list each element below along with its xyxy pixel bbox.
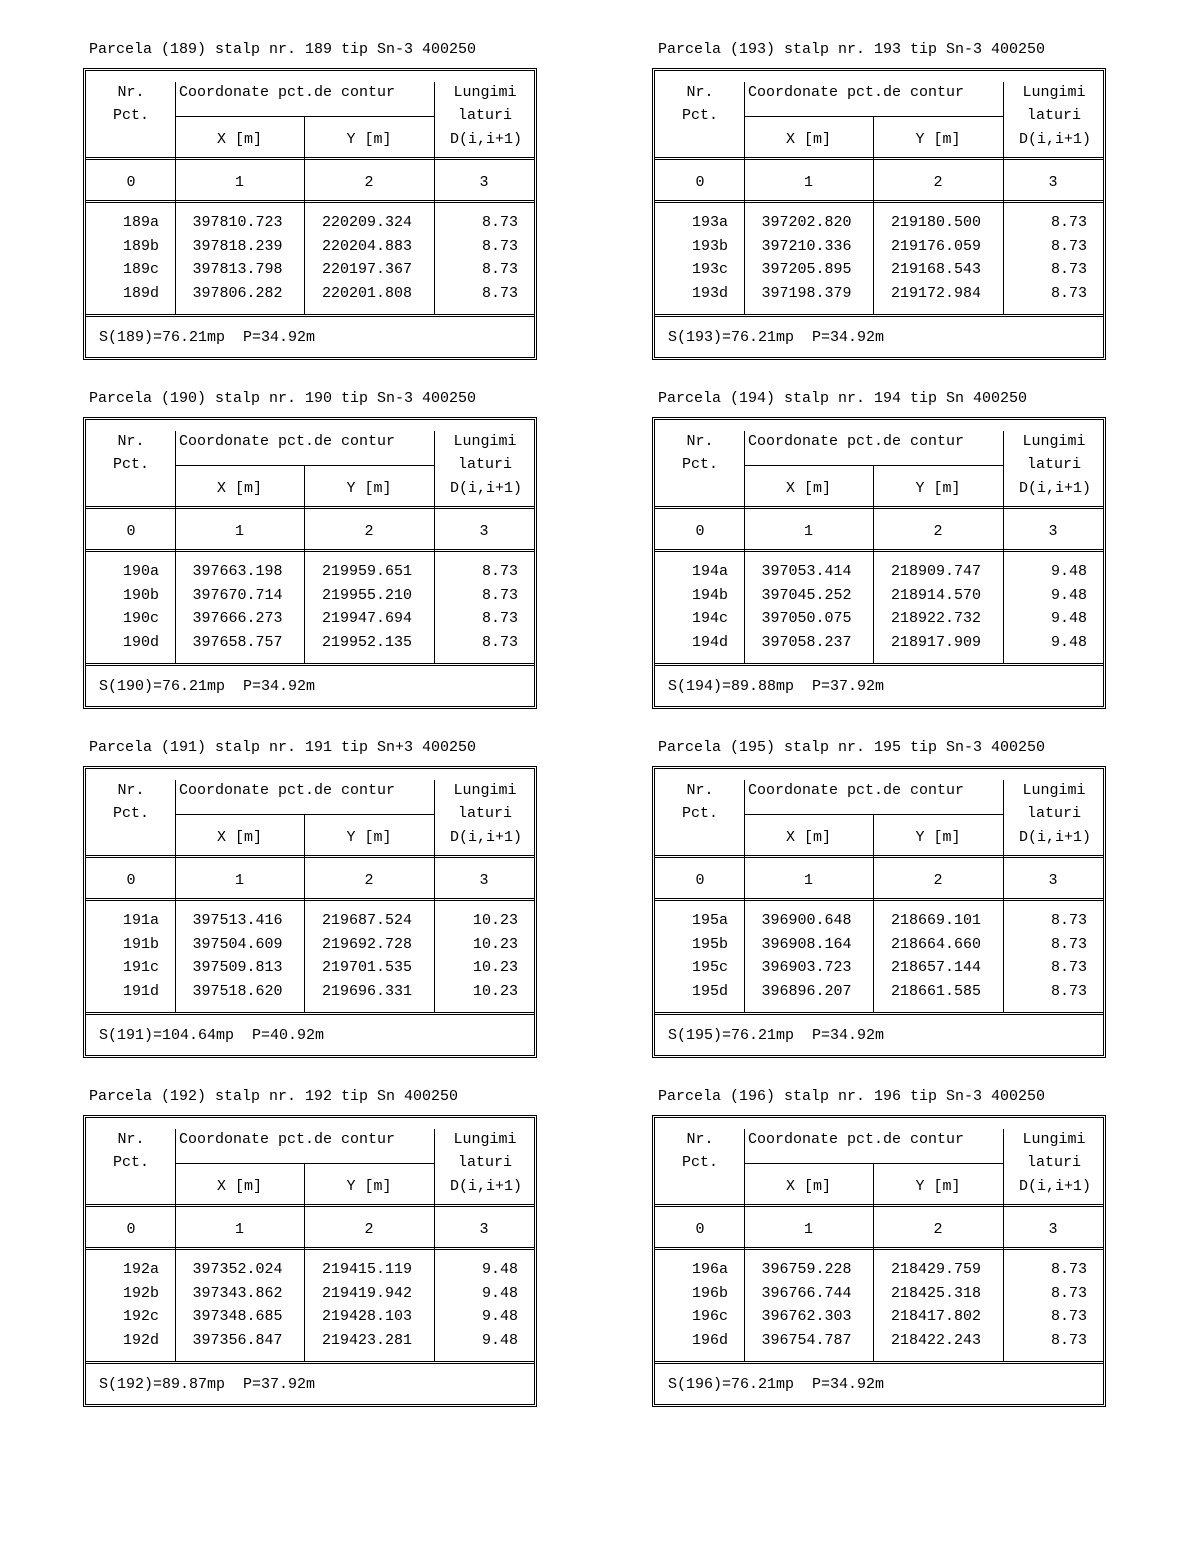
y-coordinate: 218669.101 [890,912,981,929]
laturi-header: laturi [1026,1154,1081,1171]
index-rule [85,898,535,901]
summary-rule [85,663,535,666]
point-id: 195b [691,936,728,953]
point-id: 192a [122,1261,159,1278]
nr-header: Nr. [686,782,714,799]
col-index-2: 2 [364,174,374,191]
x-coordinate: 397663.198 [192,563,283,580]
col-index-1: 1 [803,523,813,540]
summary-rule [654,314,1104,317]
area-perimeter-summary: S(189)=76.21mp P=34.92m [99,329,316,346]
x-coordinate: 397504.609 [192,936,283,953]
side-length: 8.73 [481,214,518,231]
y-coordinate: 218664.660 [890,936,981,953]
x-coordinate: 397352.024 [192,1261,283,1278]
x-coordinate: 396908.164 [761,936,852,953]
x-coordinate: 396900.648 [761,912,852,929]
laturi-header: laturi [457,805,512,822]
parcel-table [83,739,537,1058]
x-coordinate: 396762.303 [761,1308,852,1325]
parcel-title: Parcela (194) stalp nr. 194 tip Sn 400250 [658,390,1028,407]
pct-header: Pct. [681,1154,718,1171]
side-length: 10.23 [472,959,518,976]
laturi-header: laturi [457,107,512,124]
x-coordinate: 397205.895 [761,261,852,278]
area-perimeter-summary: S(195)=76.21mp P=34.92m [668,1027,885,1044]
y-coordinate: 219168.543 [890,261,981,278]
point-id: 192d [122,1332,159,1349]
y-coordinate: 219952.135 [321,634,412,651]
x-header: X [m] [785,829,831,846]
y-coordinate: 218922.732 [890,610,981,627]
point-id: 189c [122,261,159,278]
x-coordinate: 397813.798 [192,261,283,278]
col-divider-1 [175,780,176,1013]
col-index-0: 0 [695,872,705,889]
side-length: 8.73 [481,238,518,255]
lungimi-header: Lungimi [453,782,517,799]
y-coordinate: 218417.802 [890,1308,981,1325]
pct-header: Pct. [112,1154,149,1171]
x-coordinate: 396766.744 [761,1285,852,1302]
side-length: 8.73 [481,587,518,604]
side-length: 8.73 [1050,285,1087,302]
col-index-3: 3 [1048,872,1058,889]
summary-rule [654,663,1104,666]
x-coordinate: 397513.416 [192,912,283,929]
x-coordinate: 397045.252 [761,587,852,604]
side-length: 8.73 [1050,1308,1087,1325]
col-divider-1 [175,431,176,664]
col-index-0: 0 [126,1221,136,1238]
pct-header: Pct. [112,107,149,124]
col-divider-1 [744,431,745,664]
col-divider-3 [434,82,435,315]
side-length: 9.48 [1050,563,1087,580]
point-id: 190a [122,563,159,580]
lungimi-header: Lungimi [1022,1131,1086,1148]
col-divider-1 [744,1129,745,1362]
laturi-header: laturi [457,456,512,473]
summary-rule [654,1361,1104,1364]
d-header: D(i,i+1) [449,829,522,846]
parcel-title: Parcela (195) stalp nr. 195 tip Sn-3 400250 [658,739,1046,756]
side-length: 10.23 [472,983,518,1000]
point-id: 195d [691,983,728,1000]
col-divider-1 [744,780,745,1013]
d-header: D(i,i+1) [1018,480,1091,497]
parcel-table [83,390,537,709]
table-frame [83,1115,537,1407]
table-frame [652,417,1106,709]
d-header: D(i,i+1) [1018,829,1091,846]
y-coordinate: 218914.570 [890,587,981,604]
col-index-1: 1 [234,174,244,191]
point-id: 193b [691,238,728,255]
point-id: 190b [122,587,159,604]
summary-rule [85,1361,535,1364]
col-index-0: 0 [126,174,136,191]
col-index-1: 1 [803,1221,813,1238]
coord-header: Coordonate pct.de contur [748,1131,965,1148]
side-length: 9.48 [1050,610,1087,627]
side-length: 9.48 [481,1308,518,1325]
area-perimeter-summary: S(190)=76.21mp P=34.92m [99,678,316,695]
header-rule [654,1204,1104,1207]
point-id: 196d [691,1332,728,1349]
d-header: D(i,i+1) [449,131,522,148]
point-id: 193a [691,214,728,231]
col-index-2: 2 [364,523,374,540]
side-length: 8.73 [1050,936,1087,953]
x-coordinate: 397198.379 [761,285,852,302]
col-index-1: 1 [234,872,244,889]
parcel-table [652,41,1106,360]
table-frame [83,68,537,360]
col-divider-3 [1003,1129,1004,1362]
lungimi-header: Lungimi [453,433,517,450]
side-length: 9.48 [481,1285,518,1302]
point-id: 189d [122,285,159,302]
x-coordinate: 397343.862 [192,1285,283,1302]
col-index-3: 3 [1048,174,1058,191]
y-header: Y [m] [915,131,961,148]
y-coordinate: 219947.694 [321,610,412,627]
x-coordinate: 396903.723 [761,959,852,976]
point-id: 193c [691,261,728,278]
side-length: 8.73 [1050,1332,1087,1349]
header-rule [654,506,1104,509]
coord-header: Coordonate pct.de contur [179,433,396,450]
y-coordinate: 218661.585 [890,983,981,1000]
col-divider-3 [1003,82,1004,315]
x-header: X [m] [785,1178,831,1195]
x-coordinate: 397058.237 [761,634,852,651]
parcel-title: Parcela (191) stalp nr. 191 tip Sn+3 400250 [89,739,477,756]
x-coordinate: 396896.207 [761,983,852,1000]
y-coordinate: 220209.324 [321,214,412,231]
x-coordinate: 397806.282 [192,285,283,302]
col-divider-3 [434,431,435,664]
y-coordinate: 219428.103 [321,1308,412,1325]
col-index-2: 2 [364,872,374,889]
col-divider-1 [175,1129,176,1362]
col-index-3: 3 [479,523,489,540]
col-index-0: 0 [695,174,705,191]
col-index-2: 2 [933,872,943,889]
header-rule [654,855,1104,858]
nr-header: Nr. [117,782,145,799]
side-length: 10.23 [472,912,518,929]
point-id: 196a [691,1261,728,1278]
side-length: 8.73 [481,563,518,580]
x-coordinate: 397810.723 [192,214,283,231]
point-id: 190c [122,610,159,627]
side-length: 9.48 [481,1332,518,1349]
area-perimeter-summary: S(194)=89.88mp P=37.92m [668,678,885,695]
side-length: 9.48 [1050,587,1087,604]
table-frame [83,417,537,709]
point-id: 189a [122,214,159,231]
lungimi-header: Lungimi [1022,782,1086,799]
d-header: D(i,i+1) [1018,131,1091,148]
side-length: 8.73 [1050,912,1087,929]
nr-header: Nr. [686,433,714,450]
side-length: 8.73 [481,285,518,302]
table-frame [652,1115,1106,1407]
index-rule [85,200,535,203]
index-rule [654,1247,1104,1250]
y-coordinate: 219701.535 [321,959,412,976]
y-header: Y [m] [346,480,392,497]
col-divider-3 [1003,431,1004,664]
pct-header: Pct. [112,805,149,822]
parcel-title: Parcela (193) stalp nr. 193 tip Sn-3 400250 [658,41,1046,58]
col-index-3: 3 [479,872,489,889]
pct-header: Pct. [681,805,718,822]
col-index-2: 2 [933,174,943,191]
point-id: 189b [122,238,159,255]
y-coordinate: 218917.909 [890,634,981,651]
header-rule [654,157,1104,160]
y-coordinate: 219415.119 [321,1261,412,1278]
index-rule [654,200,1104,203]
col-divider-3 [434,780,435,1013]
d-header: D(i,i+1) [449,480,522,497]
col-index-3: 3 [479,174,489,191]
point-id: 195a [691,912,728,929]
area-perimeter-summary: S(193)=76.21mp P=34.92m [668,329,885,346]
x-header: X [m] [216,829,262,846]
x-coordinate: 397356.847 [192,1332,283,1349]
y-coordinate: 218909.747 [890,563,981,580]
parcel-table [652,739,1106,1058]
y-header: Y [m] [915,1178,961,1195]
y-coordinate: 219180.500 [890,214,981,231]
parcel-table [652,390,1106,709]
side-length: 8.73 [1050,959,1087,976]
y-coordinate: 219423.281 [321,1332,412,1349]
col-index-0: 0 [126,523,136,540]
col-index-1: 1 [803,174,813,191]
nr-header: Nr. [117,433,145,450]
x-coordinate: 397818.239 [192,238,283,255]
coord-header: Coordonate pct.de contur [179,84,396,101]
header-rule [85,157,535,160]
side-length: 9.48 [1050,634,1087,651]
side-length: 8.73 [481,261,518,278]
y-coordinate: 220204.883 [321,238,412,255]
y-coordinate: 218657.144 [890,959,981,976]
x-header: X [m] [216,131,262,148]
laturi-header: laturi [1026,456,1081,473]
y-coordinate: 220197.367 [321,261,412,278]
y-header: Y [m] [346,1178,392,1195]
x-coordinate: 396754.787 [761,1332,852,1349]
col-divider-1 [744,82,745,315]
point-id: 194c [691,610,728,627]
header-rule [85,506,535,509]
x-coordinate: 397666.273 [192,610,283,627]
d-header: D(i,i+1) [449,1178,522,1195]
side-length: 8.73 [1050,214,1087,231]
table-frame [83,766,537,1058]
parcel-table [83,41,537,360]
point-id: 196c [691,1308,728,1325]
y-header: Y [m] [915,829,961,846]
col-index-3: 3 [479,1221,489,1238]
index-rule [654,549,1104,552]
side-length: 8.73 [1050,1285,1087,1302]
side-length: 8.73 [1050,1261,1087,1278]
y-coordinate: 218422.243 [890,1332,981,1349]
side-length: 8.73 [1050,261,1087,278]
nr-header: Nr. [686,1131,714,1148]
y-header: Y [m] [915,480,961,497]
col-divider-1 [175,82,176,315]
point-id: 196b [691,1285,728,1302]
col-index-1: 1 [803,872,813,889]
laturi-header: laturi [1026,107,1081,124]
point-id: 193d [691,285,728,302]
side-length: 8.73 [481,634,518,651]
coord-header: Coordonate pct.de contur [748,433,965,450]
x-coordinate: 397053.414 [761,563,852,580]
y-coordinate: 219687.524 [321,912,412,929]
summary-rule [654,1012,1104,1015]
x-coordinate: 397210.336 [761,238,852,255]
table-frame [652,766,1106,1058]
parcel-table [83,1088,537,1407]
coord-header: Coordonate pct.de contur [179,782,396,799]
summary-rule [85,1012,535,1015]
y-header: Y [m] [346,829,392,846]
col-index-2: 2 [364,1221,374,1238]
table-frame [652,68,1106,360]
index-rule [85,1247,535,1250]
y-coordinate: 219172.984 [890,285,981,302]
lungimi-header: Lungimi [1022,433,1086,450]
y-coordinate: 219696.331 [321,983,412,1000]
d-header: D(i,i+1) [1018,1178,1091,1195]
pct-header: Pct. [112,456,149,473]
side-length: 9.48 [481,1261,518,1278]
x-header: X [m] [785,480,831,497]
y-coordinate: 219959.651 [321,563,412,580]
parcel-title: Parcela (192) stalp nr. 192 tip Sn 400250 [89,1088,459,1105]
x-coordinate: 397658.757 [192,634,283,651]
coord-header: Coordonate pct.de contur [748,84,965,101]
col-divider-3 [434,1129,435,1362]
y-coordinate: 218429.759 [890,1261,981,1278]
x-coordinate: 397202.820 [761,214,852,231]
y-header: Y [m] [346,131,392,148]
point-id: 192b [122,1285,159,1302]
point-id: 191a [122,912,159,929]
lungimi-header: Lungimi [453,84,517,101]
point-id: 192c [122,1308,159,1325]
x-header: X [m] [216,1178,262,1195]
index-rule [85,549,535,552]
col-index-1: 1 [234,1221,244,1238]
y-coordinate: 219692.728 [321,936,412,953]
col-index-3: 3 [1048,1221,1058,1238]
col-divider-3 [1003,780,1004,1013]
point-id: 191d [122,983,159,1000]
coord-header: Coordonate pct.de contur [748,782,965,799]
y-coordinate: 219419.942 [321,1285,412,1302]
point-id: 190d [122,634,159,651]
pct-header: Pct. [681,456,718,473]
y-coordinate: 220201.808 [321,285,412,302]
x-header: X [m] [785,131,831,148]
pct-header: Pct. [681,107,718,124]
header-rule [85,1204,535,1207]
parcel-table [652,1088,1106,1407]
col-index-1: 1 [234,523,244,540]
point-id: 195c [691,959,728,976]
y-coordinate: 218425.318 [890,1285,981,1302]
laturi-header: laturi [1026,805,1081,822]
lungimi-header: Lungimi [453,1131,517,1148]
area-perimeter-summary: S(192)=89.87mp P=37.92m [99,1376,316,1393]
x-coordinate: 397509.813 [192,959,283,976]
nr-header: Nr. [117,84,145,101]
side-length: 8.73 [481,610,518,627]
nr-header: Nr. [686,84,714,101]
nr-header: Nr. [117,1131,145,1148]
col-index-0: 0 [126,872,136,889]
lungimi-header: Lungimi [1022,84,1086,101]
point-id: 191b [122,936,159,953]
summary-rule [85,314,535,317]
point-id: 191c [122,959,159,976]
laturi-header: laturi [457,1154,512,1171]
header-rule [85,855,535,858]
x-coordinate: 397348.685 [192,1308,283,1325]
side-length: 8.73 [1050,983,1087,1000]
col-index-3: 3 [1048,523,1058,540]
side-length: 10.23 [472,936,518,953]
parcel-title: Parcela (189) stalp nr. 189 tip Sn-3 400250 [89,41,477,58]
x-header: X [m] [216,480,262,497]
y-coordinate: 219176.059 [890,238,981,255]
point-id: 194d [691,634,728,651]
coord-header: Coordonate pct.de contur [179,1131,396,1148]
x-coordinate: 397050.075 [761,610,852,627]
area-perimeter-summary: S(196)=76.21mp P=34.92m [668,1376,885,1393]
col-index-0: 0 [695,1221,705,1238]
col-index-2: 2 [933,523,943,540]
point-id: 194b [691,587,728,604]
index-rule [654,898,1104,901]
x-coordinate: 397670.714 [192,587,283,604]
y-coordinate: 219955.210 [321,587,412,604]
side-length: 8.73 [1050,238,1087,255]
x-coordinate: 396759.228 [761,1261,852,1278]
col-index-0: 0 [695,523,705,540]
col-index-2: 2 [933,1221,943,1238]
x-coordinate: 397518.620 [192,983,283,1000]
point-id: 194a [691,563,728,580]
parcel-title: Parcela (190) stalp nr. 190 tip Sn-3 400250 [89,390,477,407]
area-perimeter-summary: S(191)=104.64mp P=40.92m [99,1027,325,1044]
parcel-title: Parcela (196) stalp nr. 196 tip Sn-3 400250 [658,1088,1046,1105]
